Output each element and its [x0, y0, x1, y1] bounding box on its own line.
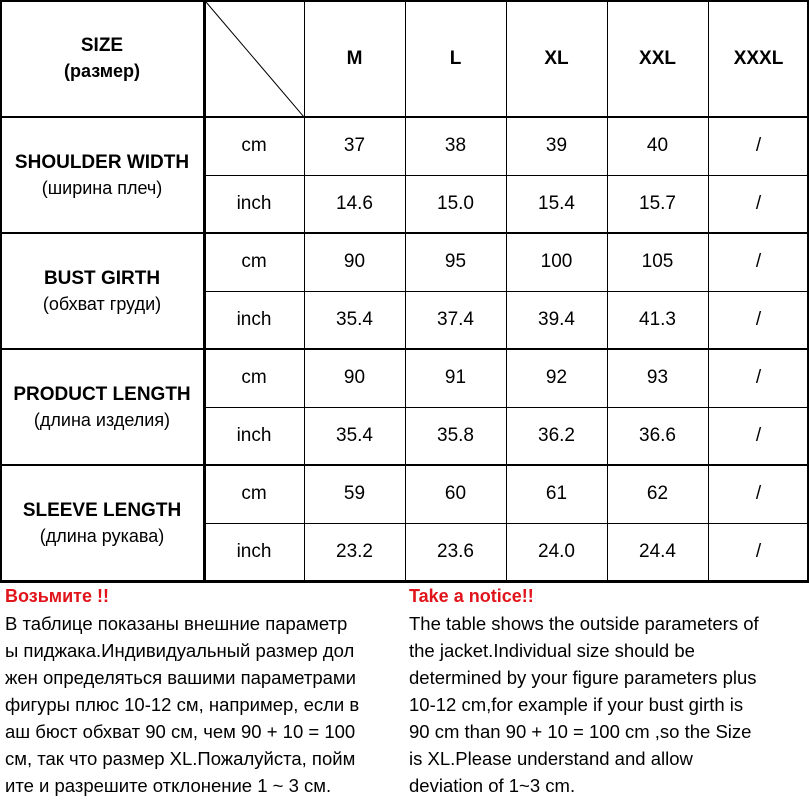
value-cell: 24.0	[538, 541, 575, 562]
value-cell: 90	[343, 251, 366, 272]
unit-cell: inch	[236, 309, 272, 330]
notice-line: 90 cm than 90 + 10 = 100 cm ,so the Size	[409, 721, 752, 742]
column-divider	[708, 0, 709, 581]
value-cell: /	[755, 309, 762, 330]
unit-cell: inch	[236, 193, 272, 214]
notice-line: the jacket.Individual size should be	[409, 640, 695, 661]
measurement-subtitle: (длина рукава)	[39, 525, 165, 546]
value-cell: 15.4	[538, 193, 575, 214]
value-cell: /	[755, 251, 762, 272]
size-column-header-l: L	[449, 47, 462, 69]
notice-line: deviation of 1~3 cm.	[409, 775, 576, 796]
value-cell: 61	[545, 483, 568, 504]
notice-ru-title: Возьмите !!	[5, 586, 109, 606]
size-column-header-m: M	[346, 47, 363, 69]
size-column-header-xxl: XXL	[639, 47, 676, 69]
notice-line: The table shows the outside parameters of	[409, 613, 759, 634]
value-cell: 37.4	[437, 309, 474, 330]
measurement-title: SLEEVE LENGTH	[22, 499, 182, 521]
notice-line: аш бюст обхват 90 см, чем 90 + 10 = 100	[5, 721, 356, 742]
value-cell: 36.2	[538, 425, 575, 446]
value-cell: 93	[646, 367, 669, 388]
notice-line: 10-12 cm,for example if your bust girth is	[409, 694, 744, 715]
value-cell: 91	[444, 367, 467, 388]
notice-section	[0, 583, 809, 809]
measurement-title: PRODUCT LENGTH	[13, 383, 191, 405]
measurement-title: SHOULDER WIDTH	[14, 151, 190, 173]
notice-line: см, так что размер XL.Пожалуйста, пойм	[5, 748, 356, 769]
notice-line: is XL.Please understand and allow	[409, 748, 693, 769]
table-border-left	[0, 0, 2, 581]
value-cell: /	[755, 193, 762, 214]
notice-en-title: Take a notice!!	[409, 586, 534, 606]
value-cell: 92	[545, 367, 568, 388]
value-cell: /	[755, 541, 762, 562]
measurement-label	[0, 233, 204, 349]
measurement-subtitle: (обхват груди)	[42, 293, 162, 314]
unit-cell: cm	[241, 483, 267, 504]
measurement-title: BUST GIRTH	[43, 267, 161, 289]
measurement-subtitle: (длина изделия)	[33, 409, 171, 430]
unit-cell: inch	[236, 425, 272, 446]
size-header-title: SIZE	[80, 35, 124, 56]
value-cell: 37	[343, 135, 366, 156]
value-cell: 105	[641, 251, 674, 272]
measurement-label	[0, 117, 204, 233]
diagonal-line	[206, 2, 304, 117]
value-cell: 35.4	[336, 309, 373, 330]
value-cell: 36.6	[639, 425, 676, 446]
value-cell: /	[755, 483, 762, 504]
label-column-divider	[203, 0, 206, 581]
unit-cell: cm	[241, 367, 267, 388]
value-cell: 60	[444, 483, 467, 504]
unit-cell: inch	[236, 541, 272, 562]
size-header-subtitle: (размер)	[63, 61, 141, 81]
value-cell: 14.6	[336, 193, 373, 214]
diagonal-header-cell	[204, 0, 304, 117]
notice-en-body	[409, 610, 807, 799]
value-cell: 90	[343, 367, 366, 388]
notice-line: determined by your figure parameters plus	[409, 667, 757, 688]
value-cell: 39	[545, 135, 568, 156]
value-cell: 24.4	[639, 541, 676, 562]
value-cell: 35.8	[437, 425, 474, 446]
notice-ru	[5, 583, 403, 799]
column-divider	[506, 0, 507, 581]
column-divider	[304, 0, 305, 581]
value-cell: 100	[540, 251, 573, 272]
value-cell: 41.3	[639, 309, 676, 330]
value-cell: 59	[343, 483, 366, 504]
measurement-subtitle: (ширина плеч)	[41, 177, 163, 198]
measurement-label	[0, 465, 204, 581]
unit-cell: cm	[241, 135, 267, 156]
value-cell: 23.2	[336, 541, 373, 562]
value-cell: 23.6	[437, 541, 474, 562]
measurement-label	[0, 349, 204, 465]
value-cell: 38	[444, 135, 467, 156]
notice-line: ите и разрешите отклонение 1 ~ 3 см.	[5, 775, 332, 796]
size-header-cell	[0, 0, 204, 117]
value-cell: 39.4	[538, 309, 575, 330]
notice-line: ы пиджака.Индивидуальный размер дол	[5, 640, 355, 661]
size-column-header-xxxl: XXXL	[733, 47, 784, 69]
value-cell: 15.0	[437, 193, 474, 214]
unit-cell: cm	[241, 251, 267, 272]
notice-line: В таблице показаны внешние параметр	[5, 613, 348, 634]
notice-line: жен определяться вашими параметрами	[5, 667, 356, 688]
column-divider	[607, 0, 608, 581]
value-cell: /	[755, 367, 762, 388]
value-cell: 95	[444, 251, 467, 272]
notice-ru-body	[5, 610, 403, 799]
notice-line: фигуры плюс 10-12 см, например, если в	[5, 694, 360, 715]
value-cell: /	[755, 135, 762, 156]
value-cell: 62	[646, 483, 669, 504]
notice-en	[409, 583, 807, 799]
value-cell: 40	[646, 135, 669, 156]
column-divider	[405, 0, 406, 581]
value-cell: 35.4	[336, 425, 373, 446]
value-cell: 15.7	[639, 193, 676, 214]
value-cell: /	[755, 425, 762, 446]
size-column-header-xl: XL	[544, 47, 569, 69]
